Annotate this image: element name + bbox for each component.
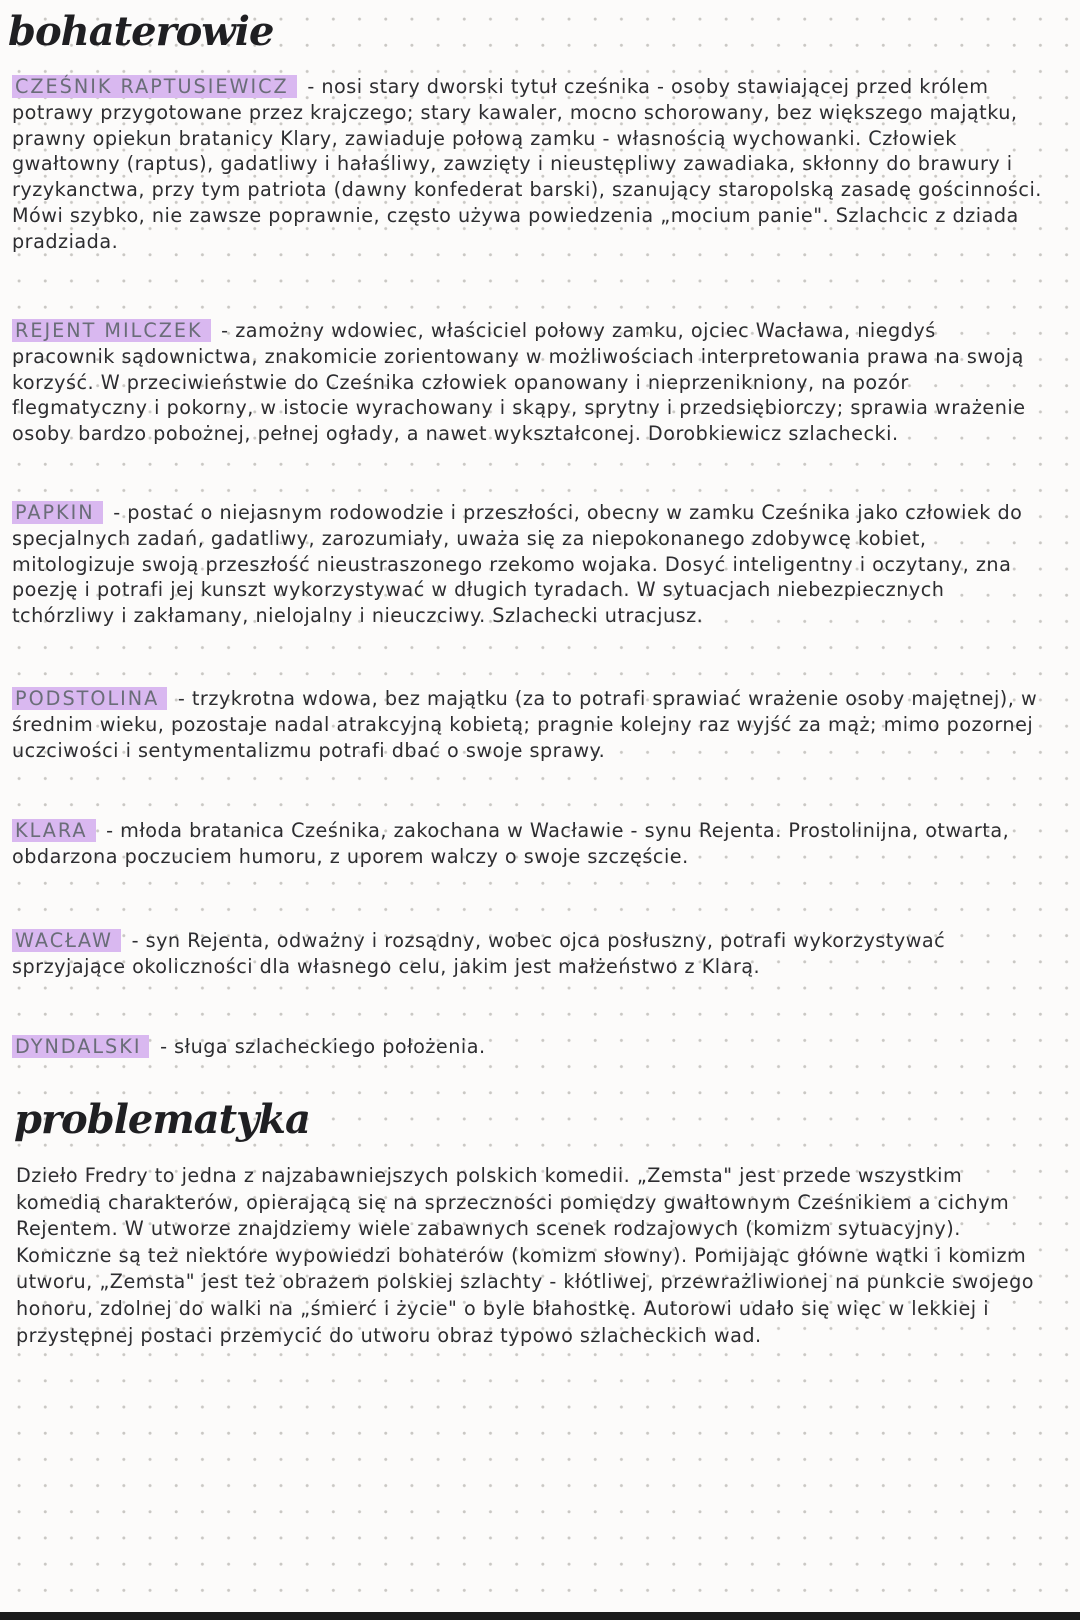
character-entry <box>12 818 1042 870</box>
character-name-highlight: WACŁAW <box>12 929 121 952</box>
character-description: - sługa szlacheckiego położenia. <box>160 1035 486 1058</box>
character-name-highlight: REJENT MILCZEK <box>12 319 211 342</box>
character-name-highlight: PODSTOLINA <box>12 687 167 710</box>
character-entry <box>12 500 1042 629</box>
character-name-highlight: CZEŚNIK RAPTUSIEWICZ <box>12 75 297 98</box>
section-heading-problems: problematyka <box>14 1096 310 1143</box>
character-entry <box>12 74 1042 255</box>
character-entry <box>12 928 1042 980</box>
character-description: - postać o niejasnym rodowodzie i przeszłości, obecny w zamku Cześnika jako człowiek do specjalnych zadań, gadatliwy, zarozumiały, uważa się za niepokonanego zdobywcę kobiet, mitologizuje swoją przeszłość nieustraszonego rzekomo wojaka. Dosyć inteligentny i oczytany, zna poezję i potrafi jej kunszt wykorzystywać w długich tyradach. W sytuacjach niebezpiecznych tchórzliwy i zakłamany, nielojalny i nieuczciwy. Szlachecki utracjusz. <box>12 501 1023 628</box>
character-name-highlight: KLARA <box>12 819 96 842</box>
character-description: - zamożny wdowiec, właściciel połowy zamku, ojciec Wacława, niegdyś pracownik sądownictwa, znakomicie zorientowany w możliwościach interpretowania prawa na swoją korzyść. W przeciwieństwie do Cześnika człowiek opanowany i nieprzenikniony, na pozór flegmatyczny i pokorny, w istocie wyrachowany i skąpy, sprytny i przedsiębiorczy; sprawia wrażenie osoby bardzo pobożnej, pełnej ogłady, a nawet wykształconej. Dorobkiewicz szlachecki. <box>12 319 1026 446</box>
section-heading-characters: bohaterowie <box>8 8 274 55</box>
character-description: - młoda bratanica Cześnika, zakochana w Wacławie - synu Rejenta. Prostolinijna, otwarta, obdarzona poczuciem humoru, z uporem walczy o swoje szczęście. <box>12 819 1010 868</box>
character-name-highlight: PAPKIN <box>12 501 103 524</box>
page-bottom-edge <box>0 1612 1080 1620</box>
character-entry <box>12 686 1042 763</box>
character-description: - syn Rejenta, odważny i rozsądny, wobec ojca posłuszny, potrafi wykorzystywać sprzyjające okoliczności dla własnego celu, jakim jest małżeństwo z Klarą. <box>12 929 946 978</box>
character-description: - trzykrotna wdowa, bez majątku (za to potrafi sprawiać wrażenie osoby majętnej), w średnim wieku, pozostaje nadal atrakcyjną kobietą; pragnie kolejny raz wyjść za mąż; mimo pozornej uczciwości i sentymentalizmu potrafi dbać o swoje sprawy. <box>12 687 1038 762</box>
problems-paragraph: Dzieło Fredry to jedna z najzabawniejszych polskich komedii. „Zemsta" jest przede wszystkim komedią charakterów, opierającą się na sprzeczności pomiędzy gwałtownym Cześnikiem a cichym Rejentem. W utworze znajdziemy wiele zabawnych scenek rodzajowych (komizm sytuacyjny). Komiczne są też niektóre wypowiedzi bohaterów (komizm słowny). Pomijając główne wątki i komizm utworu, „Zemsta" jest też obrazem polskiej szlachty - kłótliwej, przewrażliwionej na punkcie swojego honoru, zdolnej do walki na „śmierć i życie" o byle błahostkę. Autorowi udało się więc w lekkiej i przystępnej postaci przemycić do utworu obraz typowo szlacheckich wad. <box>16 1164 1035 1347</box>
character-entry <box>12 318 1042 447</box>
character-description: - nosi stary dworski tytuł cześnika - osoby stawiającej przed królem potrawy przygotowane przez krajczego; stary kawaler, mocno schorowany, bez większego majątku, prawny opiekun bratanicy Klary, zawiaduje połową zamku - własnością wychowanki. Człowiek gwałtowny (raptus), gadatliwy i hałaśliwy, zawzięty i nieustępliwy zawadiaka, skłonny do brawury i ryzykanctwa, przy tym patriota (dawny konfederat barski), szanujący staropolską zasadę gościnności. Mówi szybko, nie zawsze poprawnie, często używa powiedzenia „mocium panie". Szlachcic z dziada pradziada. <box>12 75 1042 253</box>
character-entry <box>12 1034 1042 1060</box>
character-name-highlight: DYNDALSKI <box>12 1035 149 1058</box>
